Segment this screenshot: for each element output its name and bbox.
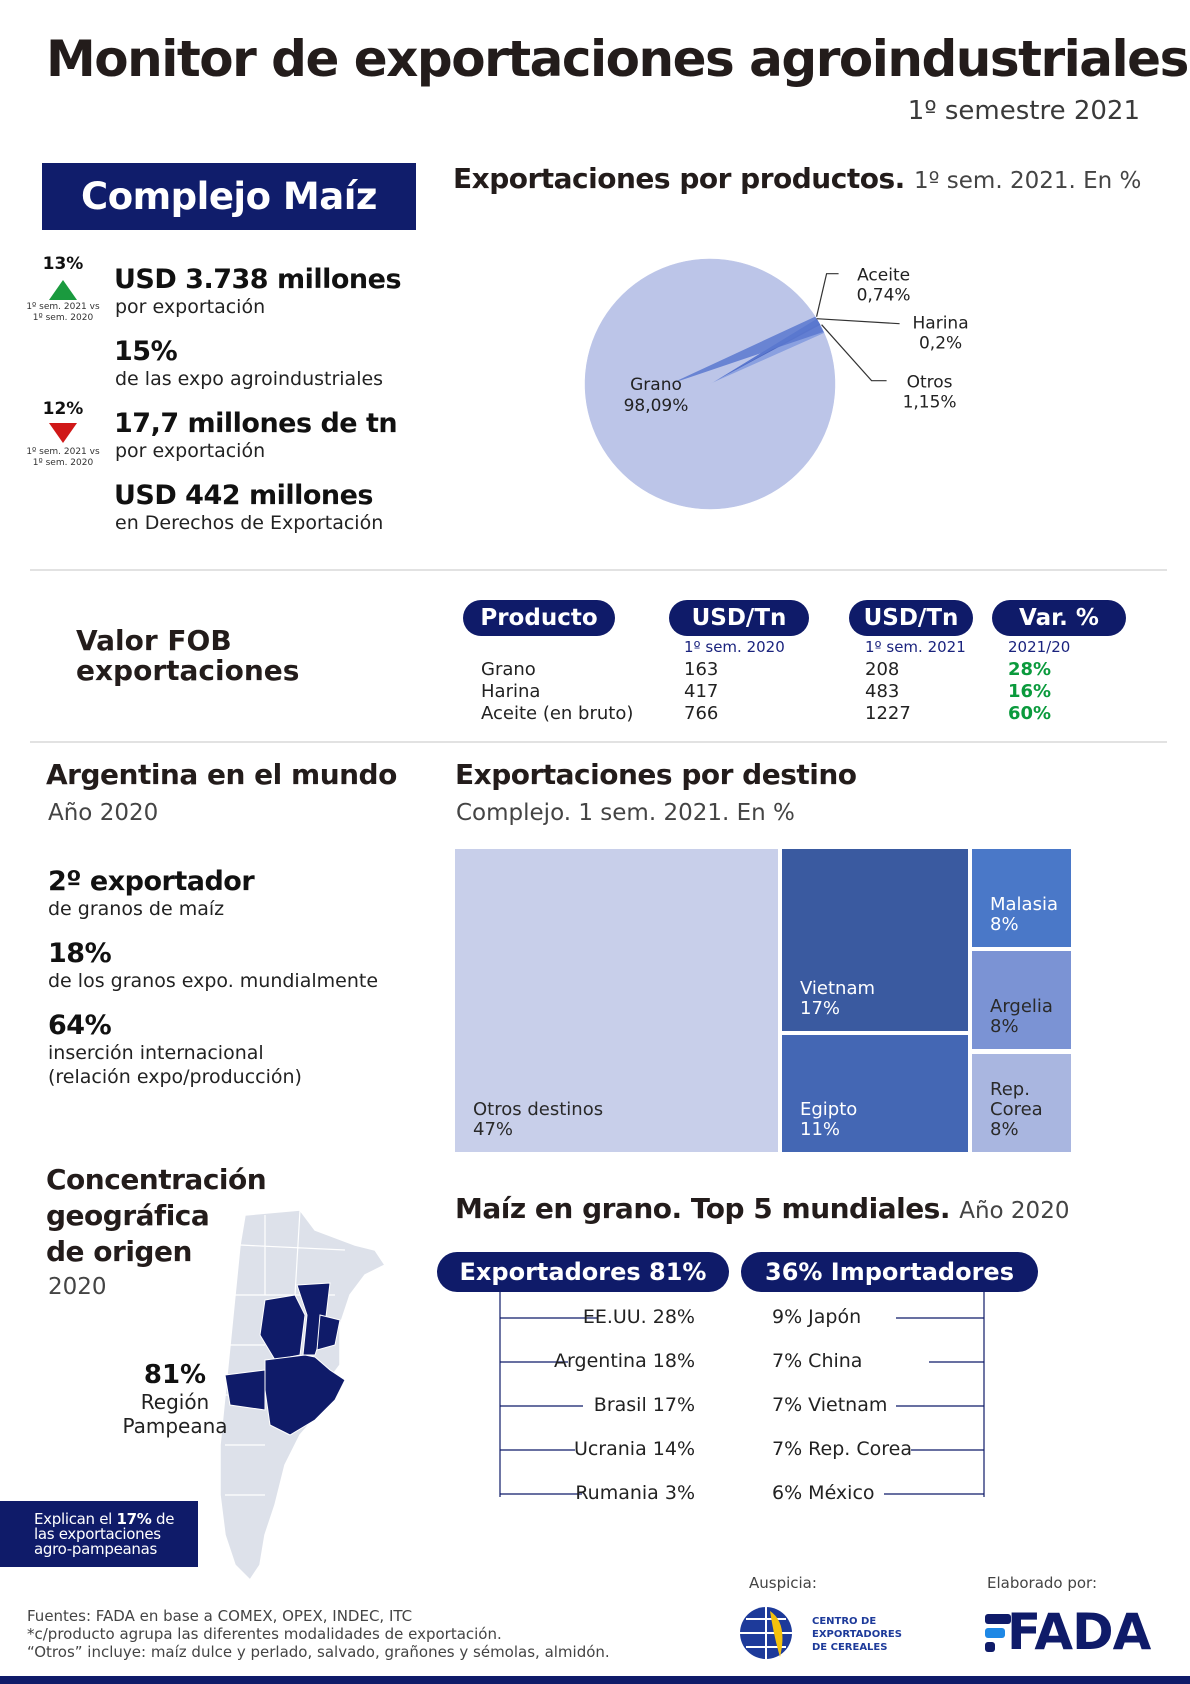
mundo-stat-caption: de granos de maíz (48, 898, 225, 920)
fob-title-line: Valor FOB (76, 624, 232, 657)
complejo-badge (42, 163, 416, 230)
top5-exporter-item: Rumania 3% (575, 1482, 695, 1504)
pie-label: Otros (906, 372, 953, 393)
treemap-label: Rep. Corea (990, 1079, 1043, 1120)
footer-elaborado: Elaborado por: (987, 1574, 1098, 1592)
concentracion-title-line: Concentración (46, 1163, 267, 1196)
fob-header-producto: Producto (463, 600, 615, 636)
kpi-value: 15% (114, 336, 178, 367)
fob-cell-var: 28% (1008, 659, 1052, 680)
pie-label: Harina (912, 313, 969, 334)
pie-callout (817, 274, 839, 317)
kpi-value: USD 3.738 millones (114, 264, 402, 295)
top5-importers-header: 36% Importadores (741, 1252, 1038, 1292)
kpi-delta-pct: 13% (42, 254, 84, 274)
bottom-bar (0, 1676, 1190, 1684)
destino-title: Exportaciones por destino (455, 758, 857, 791)
fob-sub-2020: 1º sem. 2020 (684, 638, 785, 656)
triangle-up-icon (49, 280, 77, 300)
treemap-value: 8% (990, 914, 1019, 935)
top5-exporters-header: Exportadores 81% (437, 1252, 729, 1292)
concentracion-year: 2020 (48, 1274, 107, 1300)
fob-cell-producto: Aceite (en bruto) (481, 703, 634, 724)
footer-sources: Fuentes: FADA en base a COMEX, OPEX, INDEC, ITC (27, 1607, 413, 1625)
mundo-stat-caption: (relación expo/producción) (48, 1066, 302, 1088)
top5-importer-item: 9% Japón (772, 1306, 862, 1328)
fob-cell-2021: 1227 (865, 703, 911, 724)
destino-treemap (455, 849, 1071, 1152)
top5-exporter-item: Argentina 18% (554, 1350, 695, 1372)
page-title: Monitor de exportaciones agroindustriales (46, 30, 1188, 88)
divider (30, 569, 1167, 571)
fob-sub-var: 2021/20 (1008, 638, 1071, 656)
concentracion-title-line: de origen (46, 1235, 192, 1268)
top5-connectors (490, 1292, 1010, 1502)
treemap-tile-vietnam (782, 849, 968, 1031)
divider (30, 741, 1167, 743)
fob-cell-2020: 766 (684, 703, 719, 724)
cec-logo-icon (740, 1603, 800, 1663)
pie-label-value: 1,15% (902, 392, 957, 413)
kpi-caption: en Derechos de Exportación (115, 512, 384, 534)
treemap-label: Egipto (800, 1099, 858, 1120)
pie-callout (817, 319, 900, 324)
pie-label-value: 0,2% (918, 333, 963, 354)
kpi-delta-caption: 1º sem. 2021 vs 1º sem. 2020 (26, 302, 100, 323)
top5-importer-item: 7% Vietnam (772, 1394, 888, 1416)
fob-title (76, 626, 299, 686)
concentracion-title-line: geográfica (46, 1199, 210, 1232)
footer-note: “Otros” incluye: maíz dulce y perlado, salvado, grañones y sémolas, almidón. (27, 1643, 610, 1661)
treemap-label: Malasia (990, 894, 1059, 915)
page-subtitle: 1º semestre 2021 (907, 96, 1140, 126)
pie-label: Grano (630, 375, 682, 395)
mundo-title: Argentina en el mundo (46, 758, 397, 791)
fob-cell-2021: 208 (865, 659, 900, 680)
top5-subtitle: Año 2020 (959, 1198, 1070, 1224)
destino-subtitle: Complejo. 1 sem. 2021. En % (456, 800, 795, 826)
kpi-caption: de las expo agroindustriales (115, 368, 384, 390)
fob-cell-2020: 163 (684, 659, 719, 680)
cec-logo-text: CENTRO DE EXPORTADORES DE CEREALES (812, 1616, 902, 1653)
concentracion-pct: 81% (143, 1360, 207, 1390)
kpi-delta-caption: 1º sem. 2021 vs 1º sem. 2020 (26, 447, 100, 468)
kpi-value: 17,7 millones de tn (114, 408, 398, 439)
fob-cell-2021: 483 (865, 681, 900, 702)
pie-slice-grano (585, 259, 835, 509)
fob-header-var: Var. % (992, 600, 1126, 636)
treemap-tile-egipto (782, 1035, 968, 1152)
kpi-caption: por exportación (115, 440, 266, 462)
top5-importer-item: 7% Rep. Corea (772, 1438, 912, 1460)
fob-title-line: exportaciones (76, 654, 300, 687)
footer-auspicia: Auspicia: (749, 1574, 817, 1592)
concentracion-callout (95, 1360, 255, 1438)
footer-note: *c/producto agrupa las diferentes modalidades de exportación. (27, 1625, 502, 1643)
top5-exporter-item: Brasil 17% (593, 1394, 695, 1416)
kpi-value: USD 442 millones (114, 480, 373, 511)
products-chart-title: Exportaciones por productos. 1º sem. 2021. En % (453, 162, 1142, 195)
mundo-stat-caption: de los granos expo. mundialmente (48, 970, 379, 992)
treemap-tile-malasia (972, 849, 1071, 947)
pie-label-value: 98,09% (623, 396, 689, 416)
treemap-label: Vietnam (800, 978, 876, 999)
fada-logo-text: FADA (1007, 1603, 1151, 1661)
treemap-value: 47% (473, 1119, 514, 1140)
fob-header-usd-2021: USD/Tn (849, 600, 973, 636)
kpi-caption: por exportación (115, 296, 266, 318)
triangle-down-icon (49, 423, 77, 443)
pie-label: Aceite (857, 265, 911, 286)
fob-header-usd-2020: USD/Tn (669, 600, 809, 636)
fob-cell-2020: 417 (684, 681, 719, 702)
treemap-value: 17% (800, 998, 841, 1019)
top5-importer-item: 6% México (772, 1482, 875, 1504)
fob-cell-producto: Harina (481, 681, 541, 702)
treemap-tile-argelia (972, 951, 1071, 1049)
products-chart-subtitle: 1º sem. 2021. En % (914, 168, 1142, 194)
concentracion-region: Pampeana (122, 1414, 228, 1438)
mundo-stat-value: 64% (48, 1010, 112, 1041)
fob-sub-2021: 1º sem. 2021 (865, 638, 966, 656)
mundo-stat-value: 2º exportador (48, 866, 255, 897)
fob-cell-var: 60% (1008, 703, 1052, 724)
top5-importer-item: 7% China (772, 1350, 863, 1372)
concentracion-note: Explican el 17% de las exportaciones agro-pampeanas (0, 1501, 198, 1567)
treemap-value: 8% (990, 1016, 1019, 1037)
products-pie-chart (560, 240, 980, 520)
treemap-value: 11% (800, 1119, 841, 1140)
mundo-stat-caption: inserción internacional (48, 1042, 264, 1064)
treemap-label: Otros destinos (473, 1099, 604, 1120)
top5-exporter-item: Ucrania 14% (573, 1438, 695, 1460)
complejo-label: Complejo Maíz (81, 175, 377, 218)
kpi-delta-pct: 12% (42, 399, 84, 419)
top5-title: Maíz en grano. Top 5 mundiales. Año 2020 (455, 1192, 1070, 1225)
concentracion-region: Región (140, 1390, 210, 1414)
treemap-tile-otros-destinos (455, 849, 778, 1152)
treemap-tile-rep-corea (972, 1054, 1071, 1152)
fob-cell-var: 16% (1008, 681, 1052, 702)
pie-label-value: 0,74% (856, 285, 911, 306)
mundo-year: Año 2020 (48, 800, 159, 826)
treemap-label: Argelia (990, 996, 1053, 1017)
fob-cell-producto: Grano (481, 659, 536, 680)
mundo-stat-value: 18% (48, 938, 112, 969)
treemap-value: 8% (990, 1119, 1019, 1140)
top5-exporter-item: EE.UU. 28% (582, 1306, 695, 1328)
